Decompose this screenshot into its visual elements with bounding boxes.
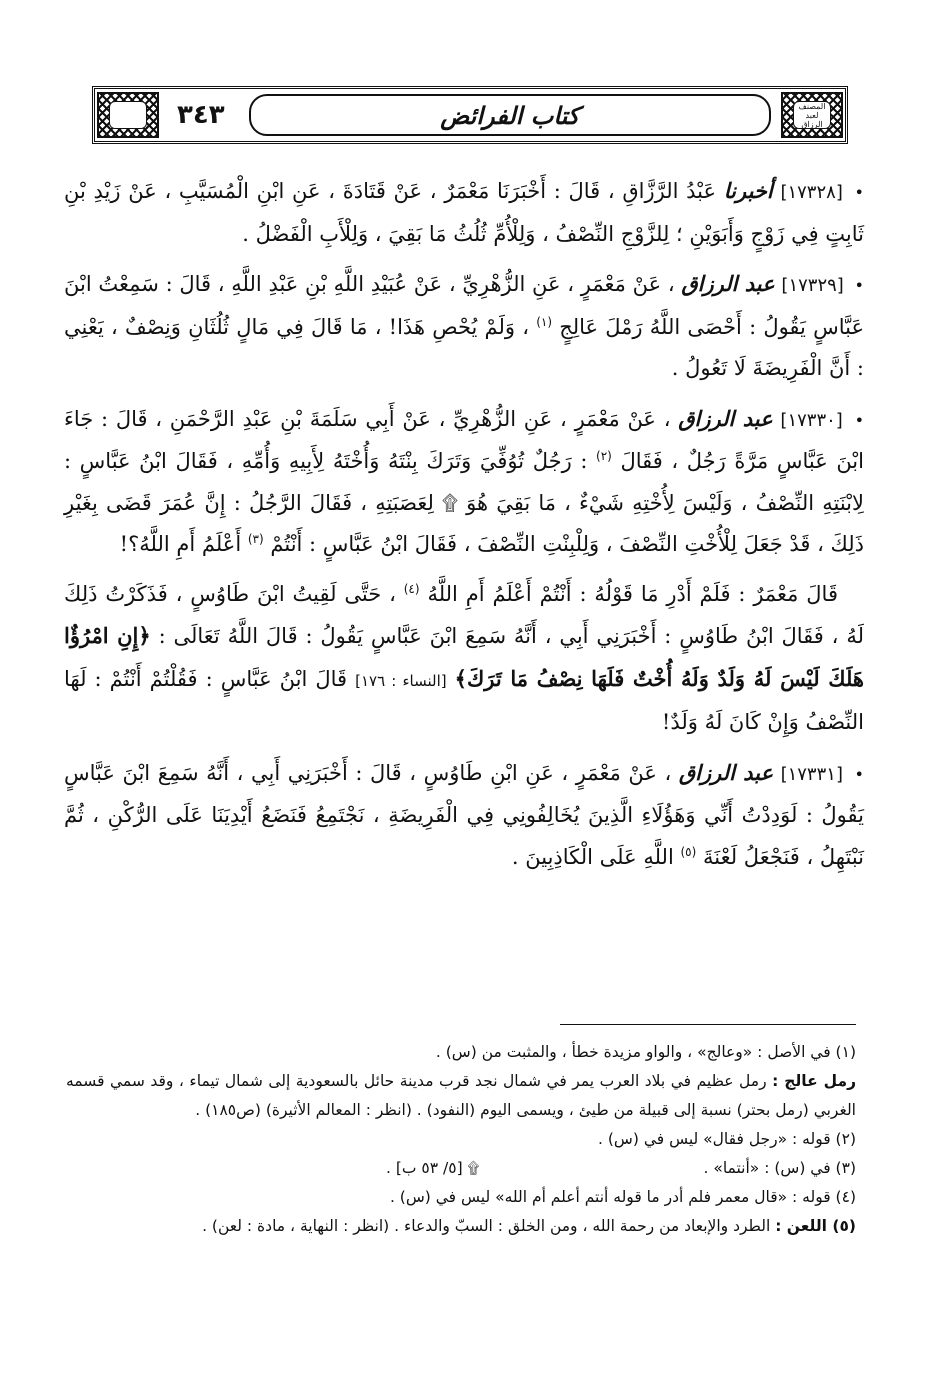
- footnote-raml-alij: [66, 1067, 856, 1125]
- hadith-17331: [64, 752, 864, 879]
- page-header: [92, 86, 848, 144]
- hadith-text: ، وَلَمْ يُحْصِ هَذَا! ، مَا قَالَ فِي مَالٍ ثُلُثَانِ وَنِصْفٌ ، يَعْنِي : أَنَّ الْفَرِيضَةَ لَا تَعُولُ .: [64, 314, 864, 380]
- footnote-5: [66, 1212, 856, 1241]
- logo-text: المصنف لعبد الرزاق: [798, 101, 826, 129]
- footnotes: [66, 1038, 856, 1241]
- hadith-text: أَعْلَمُ أَمِ اللَّهُ؟!: [119, 532, 242, 556]
- hadith-17330: [64, 398, 864, 566]
- folio-marker: ۩ [٥/ ٥٣ ب] .: [386, 1159, 480, 1177]
- hadith-text: اللَّهِ عَلَى الْكَاذِبِينَ .: [511, 844, 674, 869]
- page-number: ٣٤٣: [177, 100, 225, 130]
- hadith-number: [١٧٣٢٨]: [780, 182, 843, 203]
- commentary-text: قَالَ مَعْمَرٌ : فَلَمْ أَدْرِ مَا قَوْلُهُ : أَنْتُمْ أَعْلَمُ أَمِ اللَّهُ: [427, 581, 838, 606]
- footnote-row: [66, 1154, 856, 1183]
- ornament-box: [97, 92, 159, 138]
- quran-reference: [النساء : ١٧٦]: [355, 671, 447, 690]
- hadith-17328: [64, 170, 864, 255]
- quran-verse: ﴿إِنِ امْرُؤٌا هَلَكَ لَيْسَ لَهُ وَلَدٌ وَلَهُ أُخْتٌ فَلَهَا نِصْفُ مَا تَرَكَ﴾: [64, 623, 864, 691]
- hadith-opener: عبد الرزاق: [681, 271, 775, 296]
- footnote-1: (١) في الأصل : «وعالج» ، والواو مزيدة خطأ ، والمثبت من (س) .: [435, 1043, 856, 1061]
- hadith-number: [١٧٣٢٩]: [781, 275, 844, 296]
- hadith-text: عَبْدُ الرَّزَّاقِ ، قَالَ : أَخْبَرَنَا مَعْمَرٌ ، عَنْ قَتَادَةَ ، عَنِ ابْنِ الْمُسَيَّبِ ، عَنْ زَيْدِ بْنِ ثَابِتٍ فِي زَوْجٍ وَأَبَوَيْنِ ؛ لِلزَّوْجِ النِّصْفُ ، وَلِلْأُمِّ ثُلُثُ مَا بَقِيَ ، وَلِلْأَبِ الْفَضْلُ .: [64, 179, 864, 246]
- hadith-text: : رَجُلٌ تُوُفِّيَ وَتَرَكَ بِنْتَهُ وَأُخْتَهُ لِأَبِيهِ وَأُمِّهِ ، فَقَالَ ابْنُ عَبَّاسٍ : لِابْنَتِهِ النِّصْفُ ، وَلَيْسَ لِأُخْتِهِ شَيْءٌ ، مَا بَقِيَ هُوَ ۩ لِعَصَبَتِهِ ، فَقَالَ الرَّجُلُ : إِنَّ عُمَرَ قَضَى بِغَيْرِ ذَلِكَ ، قَدْ جَعَلَ لِلْأُخْتِ النِّصْفَ ، وَلِلْبِنْتِ النِّصْفَ ، فَقَالَ ابْنُ عَبَّاسٍ : أَنْتُمْ: [64, 449, 864, 556]
- hadith-opener: أخبرنا: [723, 178, 773, 203]
- footnote-ref-4[interactable]: (٤): [403, 581, 420, 596]
- header-left: [95, 92, 241, 138]
- bullet-icon: •: [854, 276, 864, 295]
- bullet-icon: •: [854, 183, 864, 202]
- hadith-text: ، عَنْ مَعْمَرٍ ، عَنِ ابْنِ طَاوُسٍ ، قَالَ : أَخْبَرَنِي أَبِي ، أَنَّهُ سَمِعَ ابْنَ عَبَّاسٍ يَقُولُ : لَوَدِدْتُ أَنِّي وَهَؤُلَاءِ الَّذِينَ يُخَالِفُونِي فِي الْفَرِيضَةِ ، نَجْتَمِعُ فَنَضَعُ أَيْدِيَنَا عَلَى الرُّكْنِ ، ثُمَّ نَبْتَهِلُ ، فَنَجْعَلُ لَعْنَةَ: [64, 760, 864, 869]
- bullet-icon: •: [854, 410, 865, 430]
- ornament-inner: [109, 101, 147, 129]
- commentary-text: ، حَتَّى لَقِيتُ ابْنَ طَاوُسٍ ، فَذَكَرْتُ ذَلِكَ لَهُ ، فَقَالَ ابْنُ طَاوُسٍ : أَخْبَرَنِي أَبِي ، أَنَّهُ سَمِعَ ابْنَ عَبَّاسٍ يَقُولُ : قَالَ اللَّهُ تَعَالَى :: [64, 581, 864, 648]
- mamar-commentary: [64, 574, 864, 744]
- footnote-definition: الطرد والإبعاد من رحمة الله ، ومن الخلق : السبّ والدعاء . (انظر : النهاية ، مادة : لعن) .: [202, 1217, 771, 1235]
- book-title: كتاب الفرائض: [440, 100, 580, 130]
- hadith-number: [١٧٣٣٠]: [780, 409, 843, 431]
- footnote-ref-5[interactable]: (٥): [680, 844, 697, 859]
- main-text: [64, 170, 864, 886]
- header-title-cartouche: [249, 94, 771, 136]
- footnote-definition: رمل عظيم في بلاد العرب يمر في شمال نجد قرب مدينة حائل بالسعودية إلى شمال تيماء ، وقد سمي قسمه الغربي (رمل بحتر) نسبة إلى قبيلة من طيئ ، ويسمى اليوم (النفود) . (انظر : المعالم الأثيرة) (ص١٨٥) .: [66, 1072, 856, 1119]
- footnote-divider: [560, 1024, 856, 1025]
- footnote-ref-2[interactable]: (٢): [596, 449, 612, 463]
- logo-emblem: [793, 101, 831, 129]
- footnote-4: (٤) قوله : «قال معمر فلم أدر ما قوله أنتم أعلم أم الله» ليس في (س) .: [389, 1188, 856, 1206]
- hadith-text: ، عَنْ مَعْمَرٍ ، عَنِ الزُّهْرِيِّ ، عَنْ عُبَيْدِ اللَّهِ بْنِ عَبْدِ اللَّهِ ، قَالَ : سَمِعْتُ ابْنَ عَبَّاسٍ يَقُولُ : أَحْصَى اللَّهُ رَمْلَ عَالِجٍ: [64, 272, 864, 339]
- footnote-2: (٢) قوله : «رجل فقال» ليس في (س) .: [598, 1130, 856, 1148]
- hadith-number: [١٧٣٣١]: [780, 763, 843, 785]
- footnote-ref-3[interactable]: (٣): [247, 532, 264, 546]
- footnote-term: (٥) اللعن :: [775, 1217, 856, 1235]
- hadith-opener: عبد الرزاق: [678, 759, 773, 785]
- bullet-icon: •: [854, 764, 864, 784]
- commentary-text: قَالَ ابْنُ عَبَّاسٍ : فَقُلْتُمْ أَنْتُمْ : لَهَا النِّصْفُ وَإِنْ كَانَ لَهُ وَلَدٌ!: [64, 666, 864, 734]
- hadith-text: ، عَنْ مَعْمَرٍ ، عَنِ الزُّهْرِيِّ ، عَنْ أَبِي سَلَمَةَ بْنِ عَبْدِ الرَّحْمَنِ ، قَالَ : جَاءَ ابْنَ عَبَّاسٍ مَرَّةً رَجُلٌ ، فَقَالَ: [64, 406, 864, 473]
- hadith-17329: [64, 263, 864, 390]
- footnote-ref-1[interactable]: (١): [536, 314, 553, 329]
- book-logo: [781, 92, 843, 138]
- footnote-3: (٣) في (س) : «أنتما» .: [703, 1159, 856, 1177]
- hadith-opener: عبد الرزاق: [678, 405, 773, 431]
- footnote-term: رمل عالج :: [772, 1072, 856, 1090]
- header-right: [779, 92, 845, 138]
